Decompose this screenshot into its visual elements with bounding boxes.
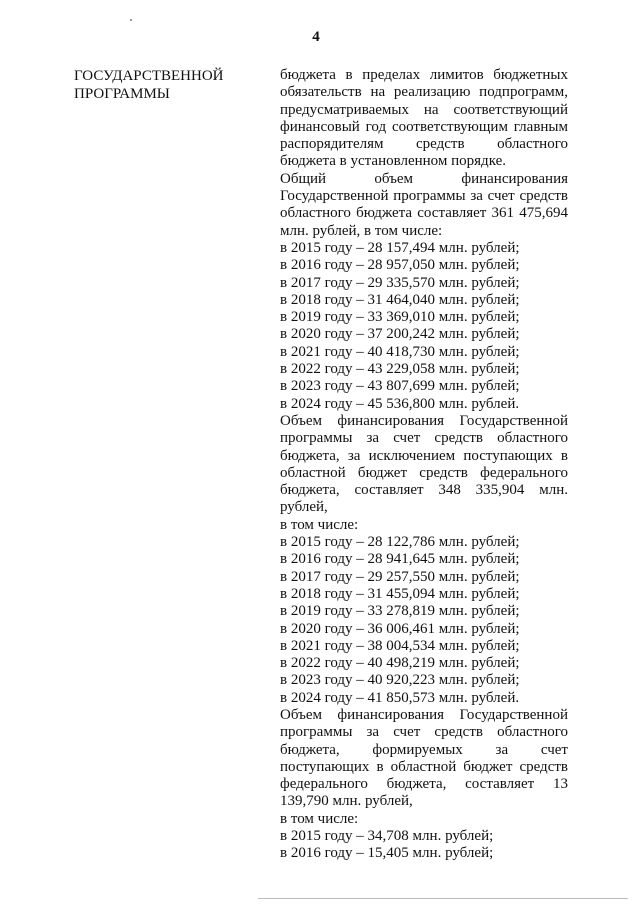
year-line: в 2017 году – 29 335,570 млн. рублей;	[280, 274, 520, 291]
year-line: в 2021 году – 38 004,534 млн. рублей;	[280, 637, 520, 654]
year-line: в 2020 году – 36 006,461 млн. рублей;	[280, 620, 520, 637]
heading-line-1: ГОСУДАРСТВЕННОЙ	[74, 68, 224, 84]
total-financing-years	[280, 240, 568, 413]
year-line: в 2023 году – 40 920,223 млн. рублей;	[280, 672, 520, 689]
year-line: в 2023 году – 43 807,699 млн. рублей;	[280, 378, 520, 395]
heading-line-2: ПРОГРАММЫ	[74, 86, 170, 102]
year-line: в 2019 году – 33 278,819 млн. рублей;	[280, 603, 520, 620]
year-line: в 2019 году – 33 369,010 млн. рублей;	[280, 309, 520, 326]
year-line: в 2018 году – 31 464,040 млн. рублей;	[280, 291, 520, 308]
regional-financing-years	[280, 534, 568, 707]
left-column-heading	[74, 67, 264, 103]
year-line: в 2015 году – 34,708 млн. рублей;	[280, 828, 494, 845]
federal-financing-years	[280, 828, 568, 863]
federal-financing-tail: в том числе:	[280, 810, 359, 827]
intro-paragraph: бюджета в пределах лимитов бюджетных обязательств на реализацию подпрограмм, предусматриваемых на соответствующий финансовый год соответствующим главным распорядителям средств областного бюджета в установленном порядке.	[280, 67, 568, 170]
regional-financing-tail: в том числе:	[280, 516, 359, 533]
year-line: в 2024 году – 41 850,573 млн. рублей.	[280, 689, 520, 706]
regional-financing-paragraph: Объем финансирования Государственной программы за счет средств областного бюджета, за исключением поступающих в областной бюджет средств федерального бюджета, составляет 348 335,904 млн. рублей,	[280, 412, 568, 516]
year-line: в 2018 году – 31 455,094 млн. рублей;	[280, 585, 520, 602]
year-line: в 2021 году – 40 418,730 млн. рублей;	[280, 343, 520, 360]
year-line: в 2022 году – 43 229,058 млн. рублей;	[280, 361, 520, 378]
scan-artifact-line	[258, 898, 628, 899]
total-financing-paragraph: Общий объем финансирования Государственной программы за счет средств областного бюджета составляет 361 475,694 млн. рублей, в том числе:	[280, 170, 568, 239]
year-line: в 2016 году – 15,405 млн. рублей;	[280, 845, 494, 862]
federal-financing-paragraph: Объем финансирования Государственной программы за счет средств областного бюджета, формируемых за счет поступающих в областной бюджет средств федерального бюджета, составляет 13 139,790 млн. рублей,	[280, 706, 568, 810]
scan-artifact-dot	[130, 19, 132, 21]
year-line: в 2017 году – 29 257,550 млн. рублей;	[280, 568, 520, 585]
year-line: в 2016 году – 28 941,645 млн. рублей;	[280, 551, 520, 568]
year-line: в 2022 году – 40 498,219 млн. рублей;	[280, 655, 520, 672]
year-line: в 2024 году – 45 536,800 млн. рублей.	[280, 395, 520, 412]
page-number: 4	[312, 29, 320, 45]
year-line: в 2020 году – 37 200,242 млн. рублей;	[280, 326, 520, 343]
right-column-body	[280, 67, 568, 863]
year-line: в 2015 году – 28 157,494 млн. рублей;	[280, 239, 520, 256]
year-line: в 2015 году – 28 122,786 млн. рублей;	[280, 534, 520, 551]
year-line: в 2016 году – 28 957,050 млн. рублей;	[280, 257, 520, 274]
